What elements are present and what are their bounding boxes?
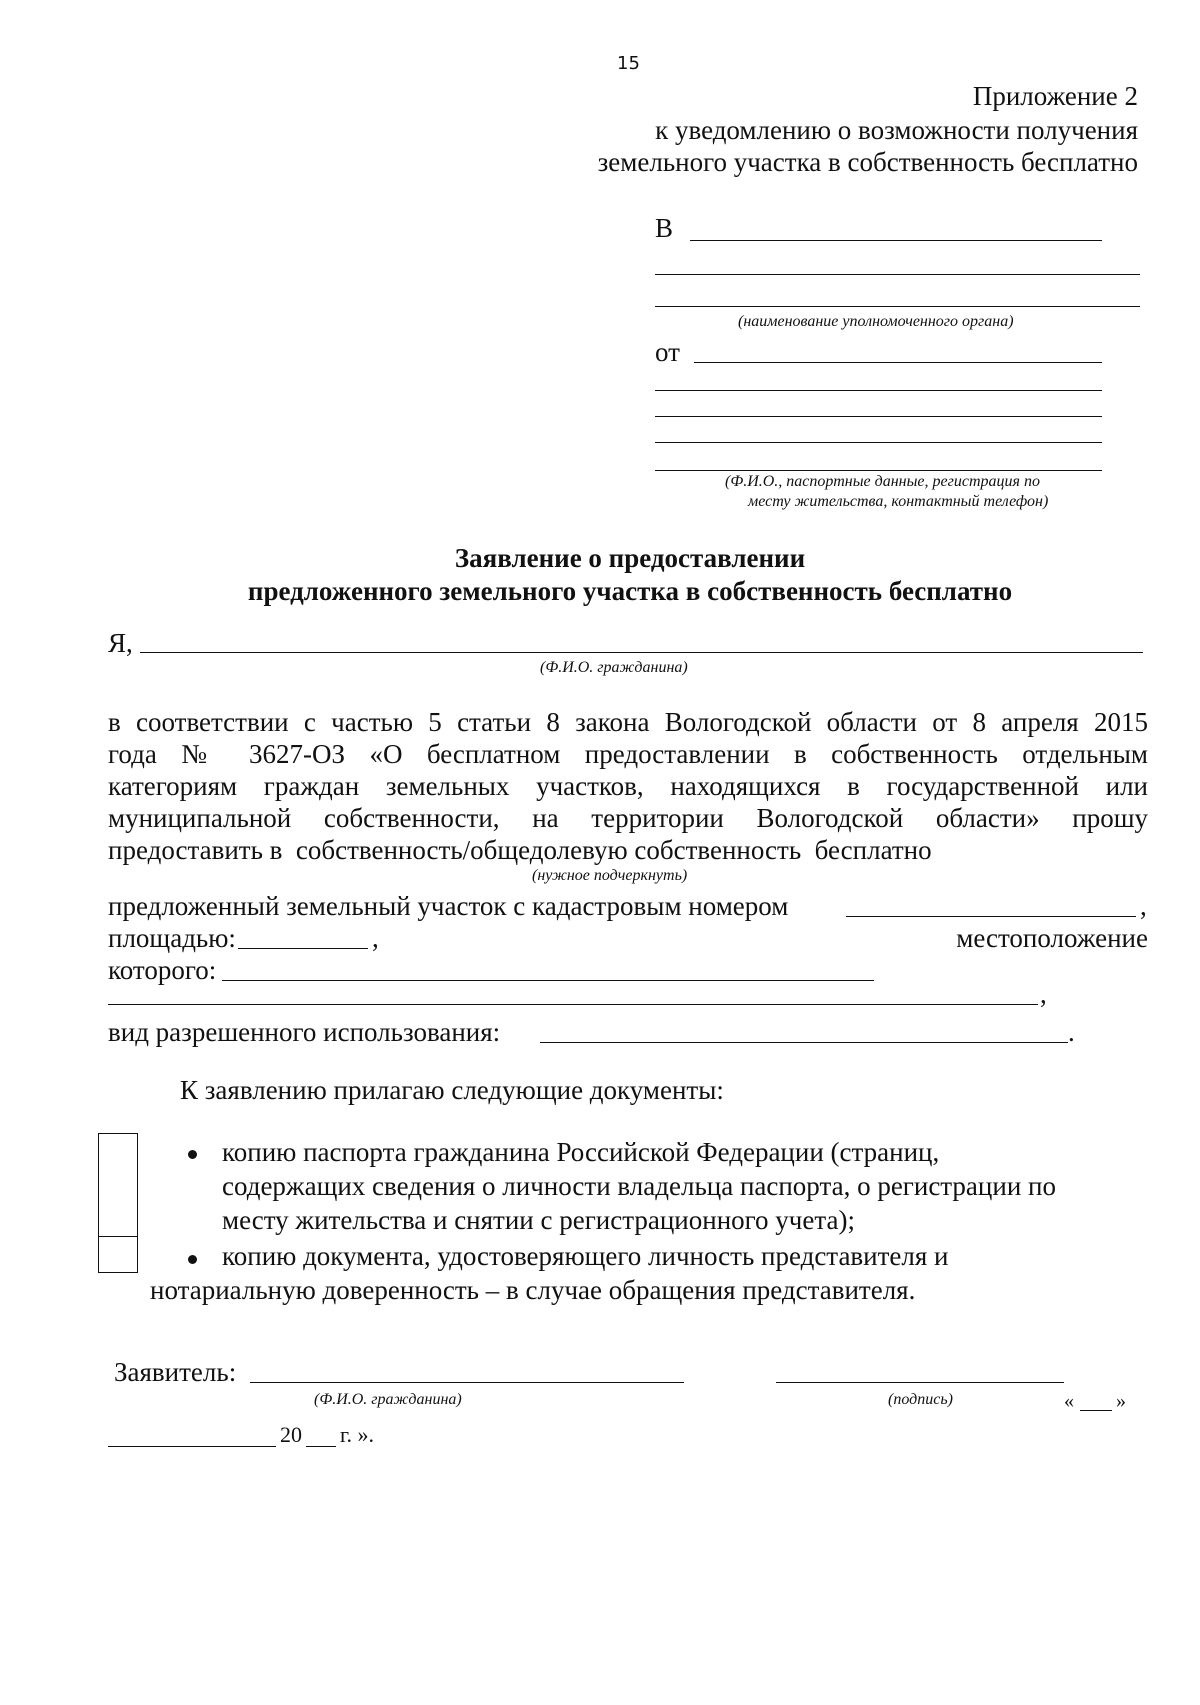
document-checkbox-1[interactable]: [98, 1133, 138, 1237]
document-item-2-line-2: нотариальную доверенность – в случае обращения представителя.: [150, 1275, 916, 1305]
from-field-line-1[interactable]: [694, 362, 1102, 363]
from-field-line-3[interactable]: [655, 416, 1102, 417]
bullet-2: [188, 1255, 197, 1264]
document-item-1-line-2: содержащих сведения о личности владельца паспорта, о регистрации по: [222, 1171, 1056, 1201]
location-field-line-1[interactable]: [222, 980, 874, 981]
from-caption-1: (Ф.И.О., паспортные данные, регистрация по: [725, 473, 1040, 490]
applicant-signature-label: Заявитель:: [114, 1357, 237, 1387]
signature-sign-caption: (подпись): [888, 1391, 953, 1408]
usage-label: вид разрешенного использования:: [108, 1017, 501, 1047]
cadastral-label: предложенный земельный участок с кадастровым номером: [108, 891, 789, 921]
date-month-field[interactable]: [108, 1446, 276, 1447]
applicant-name-field[interactable]: [140, 652, 1143, 653]
signature-sign-field[interactable]: [776, 1382, 1064, 1383]
page-number: 15: [617, 53, 640, 74]
applicant-caption: (Ф.И.О. гражданина): [540, 659, 688, 676]
body-line-1: в соответствии с частью 5 статьи 8 закона Вологодской области от 8 апреля 2015: [108, 707, 1148, 737]
applicant-prefix: Я,: [108, 628, 133, 658]
year-field[interactable]: [306, 1446, 336, 1447]
body-line-3: категориям граждан земельных участков, находящихся в государственной или: [108, 771, 1148, 801]
date-close-quote: »: [1116, 1390, 1126, 1412]
documents-intro: К заявлению прилагаю следующие документы:: [180, 1075, 724, 1105]
appendix-line-2: земельного участка в собственность бесплатно: [597, 147, 1138, 177]
to-field-line-3[interactable]: [655, 306, 1140, 307]
document-checkbox-2[interactable]: [98, 1235, 138, 1273]
to-field-line-2[interactable]: [655, 274, 1140, 275]
location-comma: ,: [1040, 979, 1047, 1009]
body-line-2: года № 3627-ОЗ «О бесплатном предоставлении в собственность отдельным: [108, 739, 1148, 769]
date-day-field[interactable]: [1080, 1410, 1112, 1411]
body-line-5: предоставить в собственность/общедолевую собственность бесплатно: [108, 835, 932, 865]
document-item-1-line-3: месту жительства и снятии с регистрационного учета);: [222, 1205, 855, 1235]
bullet-1: [188, 1150, 197, 1159]
location-field-line-2[interactable]: [108, 1004, 1038, 1005]
from-field-line-5[interactable]: [655, 470, 1102, 471]
area-label: площадью:: [108, 923, 236, 953]
to-caption: (наименование уполномоченного органа): [738, 313, 1014, 330]
year-prefix: 20: [280, 1422, 302, 1447]
date-open-quote: «: [1064, 1390, 1074, 1412]
appendix-line-1: к уведомлению о возможности получения: [655, 115, 1138, 145]
from-field-line-2[interactable]: [655, 390, 1102, 391]
to-prefix: В: [655, 213, 674, 243]
title-line-2: предложенного земельного участка в собственность бесплатно: [247, 576, 1013, 606]
title-line-1: Заявление о предоставлении: [454, 543, 806, 573]
year-suffix: г. ».: [340, 1422, 375, 1447]
from-caption-2: месту жительства, контактный телефон): [748, 493, 1049, 510]
area-field[interactable]: [238, 948, 368, 949]
document-item-1-line-1: копию паспорта гражданина Российской Федерации (страниц,: [222, 1137, 940, 1167]
signature-name-caption: (Ф.И.О. гражданина): [314, 1391, 462, 1408]
body-line-4: муниципальной собственности, на территории Вологодской области» прошу: [108, 803, 1148, 833]
document-item-2-line-1: копию документа, удостоверяющего личность представителя и: [222, 1241, 949, 1271]
signature-name-field[interactable]: [250, 1382, 684, 1383]
which-label: которого:: [108, 955, 217, 985]
appendix-title: Приложение 2: [972, 81, 1138, 111]
usage-period: .: [1068, 1017, 1075, 1047]
usage-field[interactable]: [540, 1042, 1068, 1043]
cadastral-number-field[interactable]: [846, 916, 1136, 917]
from-prefix: от: [655, 337, 680, 367]
underline-note: (нужное подчеркнуть): [532, 867, 688, 884]
to-field-line-1[interactable]: [690, 240, 1102, 241]
area-comma: ,: [372, 923, 379, 953]
cadastral-comma: ,: [1140, 891, 1147, 921]
location-label: местоположение: [956, 923, 1148, 953]
from-field-line-4[interactable]: [655, 442, 1102, 443]
